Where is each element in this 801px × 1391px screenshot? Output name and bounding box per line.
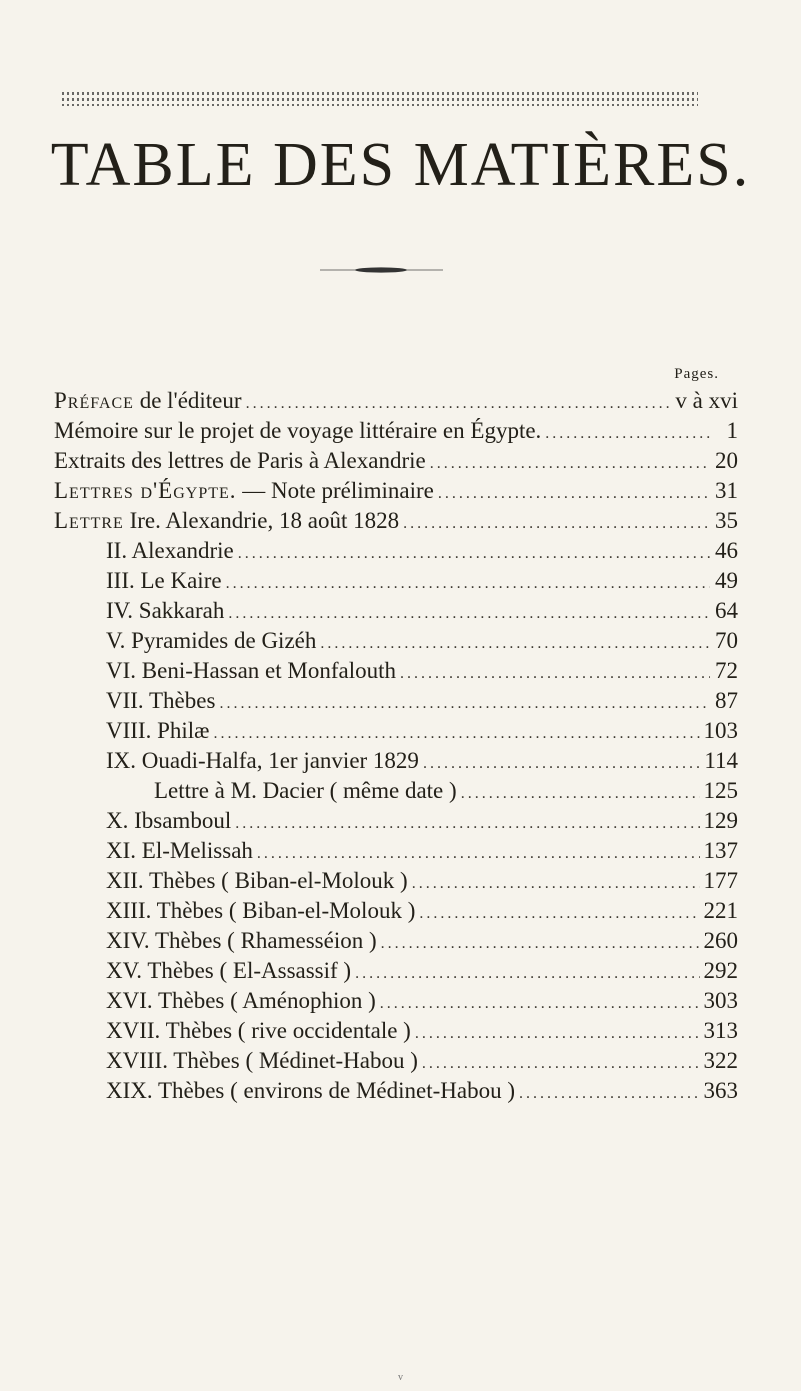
entry-label: II. Alexandrie: [106, 538, 234, 563]
entry-label: VII. Thèbes: [106, 688, 216, 713]
entry-label-text: Mémoire sur le projet de voyage littéraire en Égypte.: [54, 418, 542, 443]
dot-leader: [419, 905, 699, 923]
toc-entry: [54, 598, 738, 628]
entry-label: IV. Sakkarah: [106, 598, 225, 623]
toc-entry: [54, 1078, 738, 1108]
toc-entry: [54, 928, 738, 958]
entry-label: [54, 448, 426, 474]
dot-leader: [235, 815, 699, 833]
entry-page: v à xvi: [675, 388, 738, 413]
toc-entry: [54, 568, 738, 598]
dot-leader: [320, 635, 710, 653]
entry-page: 292: [703, 958, 738, 983]
entry-label: [54, 508, 399, 534]
entry-label: V. Pyramides de Gizéh: [106, 628, 317, 653]
entry-page: 177: [703, 868, 738, 893]
entry-page: 125: [703, 778, 738, 803]
printer-mark: v: [398, 1372, 403, 1383]
entry-label-smallcaps: Lettres d'Égypte.: [54, 478, 237, 503]
entry-label: XII. Thèbes ( Biban-el-Molouk ): [106, 868, 408, 893]
pages-column-header: Pages.: [674, 366, 719, 382]
entry-label-smallcaps: Lettre: [54, 508, 124, 533]
entry-page: 49: [715, 568, 738, 593]
dot-leader: [423, 755, 700, 773]
entry-page: 35: [715, 508, 738, 533]
dot-leader: [246, 395, 672, 413]
entry-label: XIV. Thèbes ( Rhamesséion ): [106, 928, 377, 953]
toc-entry: [54, 748, 738, 778]
dot-leader: [403, 515, 710, 533]
entry-page: 103: [703, 718, 738, 743]
entry-page: 114: [704, 748, 738, 773]
entry-page: 303: [703, 988, 738, 1013]
top-ornament-border: [62, 92, 698, 106]
entry-label: X. Ibsamboul: [106, 808, 232, 833]
entry-label: XVIII. Thèbes ( Médinet-Habou ): [106, 1048, 418, 1073]
dot-leader: [438, 485, 710, 503]
toc-entry: [54, 1018, 738, 1048]
entry-page: 1: [726, 418, 738, 443]
dot-leader: [415, 1025, 700, 1043]
entry-label: III. Le Kaire: [106, 568, 222, 593]
decorative-rule: [320, 267, 443, 273]
entry-label-text: — Note préliminaire: [236, 478, 434, 503]
toc-entry: [54, 988, 738, 1018]
dot-leader: [430, 455, 710, 473]
entry-label: [54, 478, 434, 504]
table-of-contents: [54, 388, 738, 1108]
dot-leader: [355, 965, 699, 983]
entry-page: 221: [703, 898, 738, 923]
entry-label-text: Extraits des lettres de Paris à Alexandrie: [54, 448, 426, 473]
entry-label: XVI. Thèbes ( Aménophion ): [106, 988, 376, 1013]
page-title: TABLE DES MATIÈRES.: [50, 131, 751, 199]
toc-entry: [54, 1048, 738, 1078]
dot-leader: [381, 935, 700, 953]
entry-label-text: de l'éditeur: [133, 388, 242, 413]
entry-label: XIX. Thèbes ( environs de Médinet-Habou ): [106, 1078, 515, 1103]
toc-entry: [54, 898, 738, 928]
entry-page: 87: [715, 688, 738, 713]
dot-leader: [422, 1055, 700, 1073]
toc-entry: [54, 508, 738, 538]
dot-leader: [257, 845, 700, 863]
toc-entry: [54, 778, 738, 808]
toc-entry: [54, 838, 738, 868]
dot-leader: [228, 605, 710, 623]
toc-entry: [54, 868, 738, 898]
entry-label: VIII. Philæ: [106, 718, 210, 743]
entry-page: 363: [703, 1078, 738, 1103]
dot-leader: [412, 875, 700, 893]
dot-leader: [226, 575, 710, 593]
entry-page: 260: [703, 928, 738, 953]
toc-entry: [54, 478, 738, 508]
entry-label: XI. El-Melissah: [106, 838, 253, 863]
entry-page: 31: [715, 478, 738, 503]
entry-label: IX. Ouadi-Halfa, 1er janvier 1829: [106, 748, 419, 773]
entry-page: 72: [715, 658, 738, 683]
entry-page: 64: [715, 598, 738, 623]
entry-label: XV. Thèbes ( El-Assassif ): [106, 958, 352, 983]
entry-page: 46: [715, 538, 738, 563]
entry-page: 20: [715, 448, 738, 473]
entry-label: [54, 388, 242, 414]
entry-page: 322: [703, 1048, 738, 1073]
entry-label: XVII. Thèbes ( rive occidentale ): [106, 1018, 411, 1043]
entry-label: [54, 418, 541, 444]
toc-entry: [54, 688, 738, 718]
toc-entry: [54, 418, 738, 448]
entry-label: VI. Beni-Hassan et Monfalouth: [106, 658, 396, 683]
toc-entry: [54, 718, 738, 748]
dot-leader: [545, 425, 710, 443]
entry-page: 313: [703, 1018, 738, 1043]
toc-entry: [54, 958, 738, 988]
entry-page: 70: [715, 628, 738, 653]
dot-leader: [238, 545, 710, 563]
dot-leader: [519, 1085, 700, 1103]
entry-label: Lettre à M. Dacier ( même date ): [154, 778, 457, 803]
toc-entry: [54, 538, 738, 568]
dot-leader: [214, 725, 700, 743]
entry-page: 129: [703, 808, 738, 833]
entry-label-text: Ire. Alexandrie, 18 août 1828: [123, 508, 400, 533]
toc-entry: [54, 628, 738, 658]
entry-page: 137: [703, 838, 738, 863]
dot-leader: [380, 995, 700, 1013]
toc-entry: [54, 658, 738, 688]
entry-label: XIII. Thèbes ( Biban-el-Molouk ): [106, 898, 416, 923]
dot-leader: [400, 665, 710, 683]
dot-leader: [461, 785, 700, 803]
dot-leader: [219, 695, 710, 713]
entry-label-smallcaps: Préface: [54, 388, 134, 413]
toc-entry: [54, 388, 738, 418]
toc-entry: [54, 808, 738, 838]
toc-entry: [54, 448, 738, 478]
